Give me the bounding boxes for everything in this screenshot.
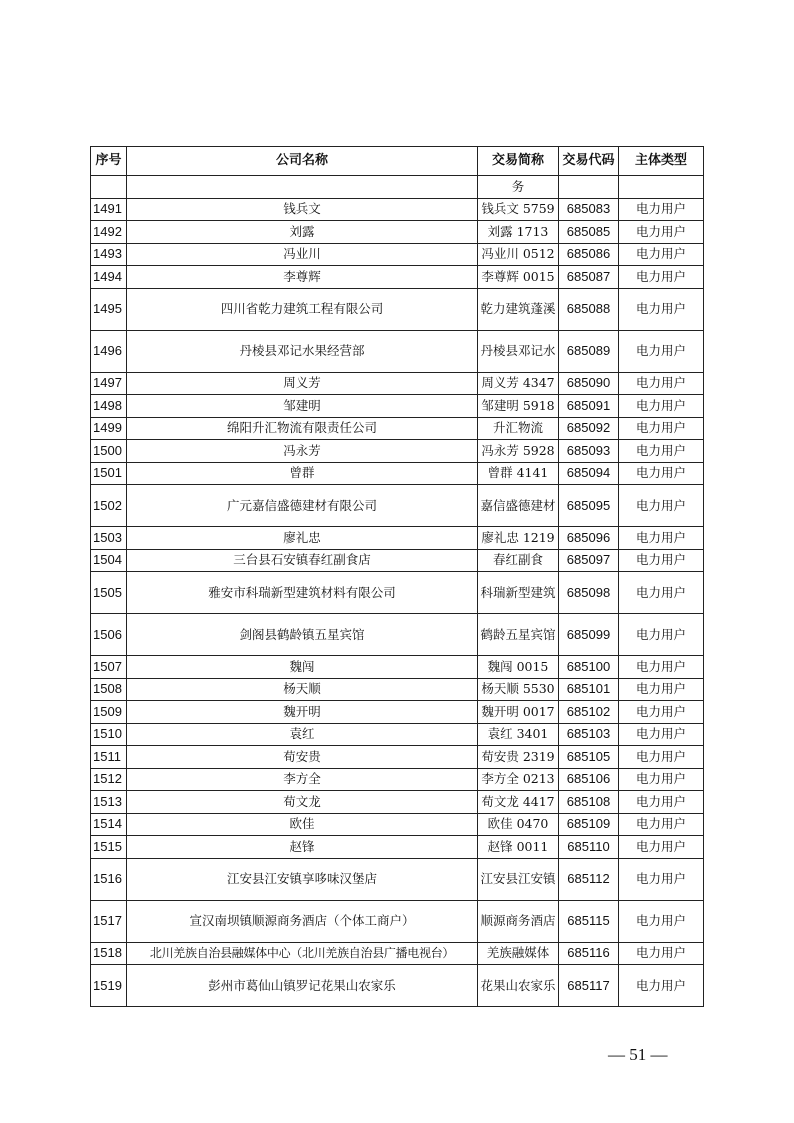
cell-company-name: 广元嘉信盛德建材有限公司: [127, 485, 478, 527]
table-row: [91, 791, 704, 814]
header-trade-code: 交易代码: [559, 147, 619, 176]
cell-entity-type: 电力用户: [619, 266, 704, 289]
table-row: [91, 549, 704, 572]
cell-entity-type: 电力用户: [619, 417, 704, 440]
table-row: [91, 965, 704, 1007]
cell-entity-type: 电力用户: [619, 965, 704, 1007]
cell-entity-type: 电力用户: [619, 858, 704, 900]
header-company-name: 公司名称: [127, 147, 478, 176]
cell-serial-no: 1507: [91, 656, 127, 679]
cell-entity-type: 电力用户: [619, 372, 704, 395]
table-row: [91, 836, 704, 859]
cell-company-name: 三台县石安镇春红副食店: [127, 549, 478, 572]
table-row: [91, 417, 704, 440]
cell-entity-type: 电力用户: [619, 768, 704, 791]
cell-serial-no: 1502: [91, 485, 127, 527]
cell-company-name: 邹建明: [127, 395, 478, 418]
cell-trade-abbr: 顺源商务酒店: [478, 900, 559, 942]
table-row: [91, 656, 704, 679]
cell-trade-code: 685110: [559, 836, 619, 859]
cell-serial-no: 1498: [91, 395, 127, 418]
cell-serial-no: [91, 176, 127, 199]
cell-trade-code: 685089: [559, 330, 619, 372]
cell-company-name: 曾群: [127, 462, 478, 485]
cell-serial-no: 1511: [91, 746, 127, 769]
cell-trade-code: 685095: [559, 485, 619, 527]
cell-company-name: 四川省乾力建筑工程有限公司: [127, 288, 478, 330]
cell-trade-abbr: 杨天顺 5530: [478, 678, 559, 701]
cell-trade-abbr: 廖礼忠 1219: [478, 527, 559, 550]
cell-entity-type: 电力用户: [619, 791, 704, 814]
cell-company-name: 江安县江安镇享哆味汉堡店: [127, 858, 478, 900]
cell-trade-code: 685103: [559, 723, 619, 746]
cell-trade-abbr: 羌族融媒体: [478, 942, 559, 965]
cell-trade-abbr: 周义芳 4347: [478, 372, 559, 395]
table-row: [91, 678, 704, 701]
cell-company-name: 彭州市葛仙山镇罗记花果山农家乐: [127, 965, 478, 1007]
cell-trade-code: 685112: [559, 858, 619, 900]
cell-trade-abbr: 务: [478, 176, 559, 199]
table-row: [91, 243, 704, 266]
cell-serial-no: 1492: [91, 221, 127, 244]
cell-trade-abbr: 鹤龄五星宾馆: [478, 614, 559, 656]
cell-entity-type: 电力用户: [619, 900, 704, 942]
cell-entity-type: 电力用户: [619, 330, 704, 372]
cell-trade-abbr: 欧佳 0470: [478, 813, 559, 836]
cell-entity-type: [619, 176, 704, 199]
cell-company-name: 欧佳: [127, 813, 478, 836]
cell-serial-no: 1506: [91, 614, 127, 656]
cell-trade-abbr: 曾群 4141: [478, 462, 559, 485]
cell-serial-no: 1513: [91, 791, 127, 814]
cell-serial-no: 1503: [91, 527, 127, 550]
cell-entity-type: 电力用户: [619, 395, 704, 418]
cell-trade-abbr: 荀文龙 4417: [478, 791, 559, 814]
cell-trade-code: 685083: [559, 198, 619, 221]
cell-serial-no: 1516: [91, 858, 127, 900]
cell-trade-code: 685102: [559, 701, 619, 724]
cell-serial-no: 1494: [91, 266, 127, 289]
table-row: [91, 900, 704, 942]
table-row: [91, 746, 704, 769]
cell-trade-abbr: 李尊辉 0015: [478, 266, 559, 289]
cell-company-name: 魏开明: [127, 701, 478, 724]
cell-trade-abbr: 科瑞新型建筑: [478, 572, 559, 614]
cell-entity-type: 电力用户: [619, 701, 704, 724]
cell-company-name: 荀文龙: [127, 791, 478, 814]
cell-serial-no: 1497: [91, 372, 127, 395]
header-trade-abbr: 交易简称: [478, 147, 559, 176]
cell-trade-code: 685117: [559, 965, 619, 1007]
cell-trade-abbr: 丹棱县邓记水: [478, 330, 559, 372]
cell-company-name: 钱兵文: [127, 198, 478, 221]
cell-serial-no: 1491: [91, 198, 127, 221]
cell-serial-no: 1509: [91, 701, 127, 724]
cell-trade-code: 685108: [559, 791, 619, 814]
cell-entity-type: 电力用户: [619, 746, 704, 769]
cell-trade-abbr: 赵锋 0011: [478, 836, 559, 859]
cell-trade-code: [559, 176, 619, 199]
cell-trade-code: 685101: [559, 678, 619, 701]
cell-trade-abbr: 魏开明 0017: [478, 701, 559, 724]
cell-entity-type: 电力用户: [619, 813, 704, 836]
cell-trade-abbr: 刘露 1713: [478, 221, 559, 244]
cell-serial-no: 1512: [91, 768, 127, 791]
cell-trade-abbr: 冯业川 0512: [478, 243, 559, 266]
cell-company-name: 剑阁县鹤龄镇五星宾馆: [127, 614, 478, 656]
cell-trade-abbr: 李方全 0213: [478, 768, 559, 791]
company-table: [90, 146, 704, 1007]
cell-trade-abbr: 冯永芳 5928: [478, 440, 559, 463]
header-serial-no: 序号: [91, 147, 127, 176]
table-row: [91, 768, 704, 791]
cell-trade-code: 685092: [559, 417, 619, 440]
table-row: [91, 440, 704, 463]
cell-entity-type: 电力用户: [619, 614, 704, 656]
cell-entity-type: 电力用户: [619, 549, 704, 572]
table-row: [91, 701, 704, 724]
cell-trade-code: 685097: [559, 549, 619, 572]
table-row: [91, 858, 704, 900]
cell-trade-code: 685091: [559, 395, 619, 418]
cell-entity-type: 电力用户: [619, 836, 704, 859]
cell-trade-code: 685115: [559, 900, 619, 942]
cell-trade-code: 685105: [559, 746, 619, 769]
page-number: — 51 —: [608, 1045, 668, 1064]
cell-company-name: 廖礼忠: [127, 527, 478, 550]
cell-entity-type: 电力用户: [619, 485, 704, 527]
cell-trade-code: 685099: [559, 614, 619, 656]
cell-entity-type: 电力用户: [619, 462, 704, 485]
cell-entity-type: 电力用户: [619, 198, 704, 221]
cell-serial-no: 1495: [91, 288, 127, 330]
cell-serial-no: 1493: [91, 243, 127, 266]
cell-trade-abbr: 花果山农家乐: [478, 965, 559, 1007]
cell-entity-type: 电力用户: [619, 678, 704, 701]
cell-trade-code: 685087: [559, 266, 619, 289]
cell-entity-type: 电力用户: [619, 288, 704, 330]
cell-trade-abbr: 魏闯 0015: [478, 656, 559, 679]
cell-company-name: 冯永芳: [127, 440, 478, 463]
cell-serial-no: 1518: [91, 942, 127, 965]
cell-entity-type: 电力用户: [619, 243, 704, 266]
cell-entity-type: 电力用户: [619, 440, 704, 463]
cell-company-name: 丹棱县邓记水果经营部: [127, 330, 478, 372]
cell-trade-code: 685093: [559, 440, 619, 463]
table-row: [91, 942, 704, 965]
cell-trade-code: 685106: [559, 768, 619, 791]
table-row: [91, 614, 704, 656]
cell-entity-type: 电力用户: [619, 572, 704, 614]
cell-company-name: 北川羌族自治县融媒体中心（北川羌族自治县广播电视台）: [127, 942, 478, 965]
cell-company-name: 赵锋: [127, 836, 478, 859]
table-body: [91, 176, 704, 1007]
table-row: [91, 288, 704, 330]
cell-serial-no: 1508: [91, 678, 127, 701]
cell-trade-code: 685090: [559, 372, 619, 395]
table-row: [91, 176, 704, 199]
table-row: [91, 485, 704, 527]
table-row: [91, 527, 704, 550]
cell-trade-code: 685088: [559, 288, 619, 330]
cell-trade-abbr: 邹建明 5918: [478, 395, 559, 418]
cell-company-name: [127, 176, 478, 199]
table-row: [91, 572, 704, 614]
cell-trade-code: 685109: [559, 813, 619, 836]
cell-serial-no: 1517: [91, 900, 127, 942]
cell-trade-code: 685086: [559, 243, 619, 266]
cell-company-name: 袁红: [127, 723, 478, 746]
cell-company-name: 荀安贵: [127, 746, 478, 769]
cell-company-name: 雅安市科瑞新型建筑材料有限公司: [127, 572, 478, 614]
table-row: [91, 221, 704, 244]
table-row: [91, 395, 704, 418]
table-row: [91, 723, 704, 746]
cell-trade-abbr: 升汇物流: [478, 417, 559, 440]
header-entity-type: 主体类型: [619, 147, 704, 176]
cell-entity-type: 电力用户: [619, 942, 704, 965]
cell-serial-no: 1496: [91, 330, 127, 372]
cell-trade-code: 685116: [559, 942, 619, 965]
cell-serial-no: 1515: [91, 836, 127, 859]
cell-serial-no: 1499: [91, 417, 127, 440]
table-row: [91, 266, 704, 289]
cell-entity-type: 电力用户: [619, 656, 704, 679]
cell-company-name: 魏闯: [127, 656, 478, 679]
table-row: [91, 330, 704, 372]
cell-company-name: 冯业川: [127, 243, 478, 266]
cell-entity-type: 电力用户: [619, 723, 704, 746]
cell-company-name: 绵阳升汇物流有限责任公司: [127, 417, 478, 440]
cell-serial-no: 1505: [91, 572, 127, 614]
table-row: [91, 813, 704, 836]
cell-serial-no: 1510: [91, 723, 127, 746]
table-row: [91, 198, 704, 221]
cell-trade-abbr: 钱兵文 5759: [478, 198, 559, 221]
cell-trade-abbr: 荀安贵 2319: [478, 746, 559, 769]
cell-trade-code: 685096: [559, 527, 619, 550]
cell-trade-code: 685094: [559, 462, 619, 485]
cell-trade-code: 685098: [559, 572, 619, 614]
table-header: [91, 147, 704, 176]
cell-company-name: 杨天顺: [127, 678, 478, 701]
table-row: [91, 462, 704, 485]
cell-serial-no: 1514: [91, 813, 127, 836]
cell-trade-code: 685085: [559, 221, 619, 244]
cell-entity-type: 电力用户: [619, 221, 704, 244]
cell-company-name: 李方全: [127, 768, 478, 791]
cell-serial-no: 1500: [91, 440, 127, 463]
cell-trade-abbr: 江安县江安镇: [478, 858, 559, 900]
cell-trade-abbr: 乾力建筑蓬溪: [478, 288, 559, 330]
cell-serial-no: 1501: [91, 462, 127, 485]
cell-company-name: 李尊辉: [127, 266, 478, 289]
cell-serial-no: 1504: [91, 549, 127, 572]
cell-trade-abbr: 春红副食: [478, 549, 559, 572]
cell-company-name: 宣汉南坝镇顺源商务酒店（个体工商户）: [127, 900, 478, 942]
cell-trade-abbr: 袁红 3401: [478, 723, 559, 746]
cell-company-name: 刘露: [127, 221, 478, 244]
cell-entity-type: 电力用户: [619, 527, 704, 550]
cell-trade-code: 685100: [559, 656, 619, 679]
header-row: [91, 147, 704, 176]
cell-company-name: 周义芳: [127, 372, 478, 395]
cell-trade-abbr: 嘉信盛德建材: [478, 485, 559, 527]
cell-serial-no: 1519: [91, 965, 127, 1007]
table-row: [91, 372, 704, 395]
